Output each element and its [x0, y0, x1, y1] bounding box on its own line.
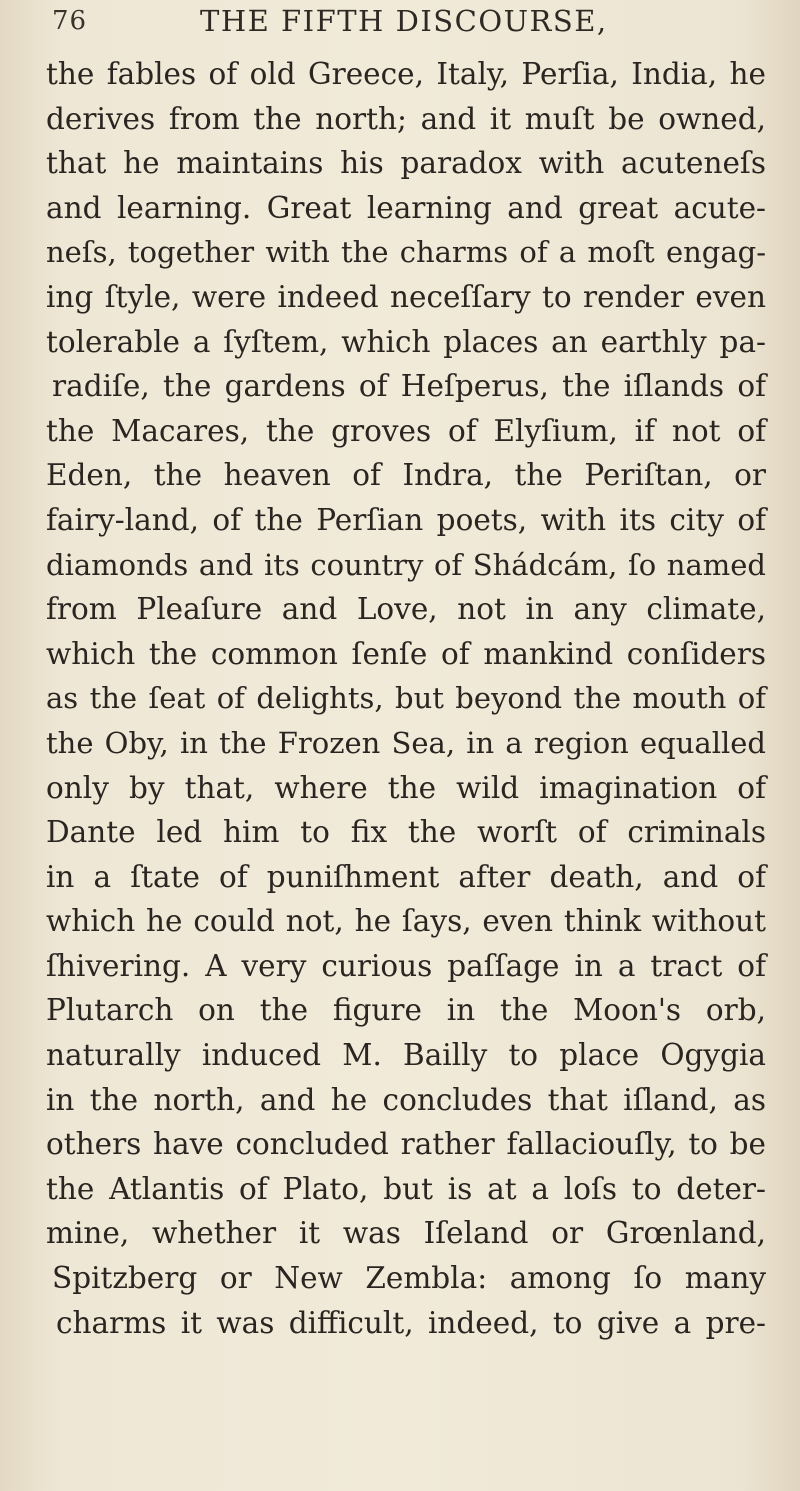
text-line: Spitzberg or New Zembla: among ſo many: [52, 1261, 766, 1296]
text-line: as the ſeat of delights, but beyond the mouth of: [46, 681, 766, 716]
text-line: the Atlantis of Plato, but is at a loſs to deter-: [46, 1171, 766, 1206]
page-number: 76: [52, 6, 88, 36]
text-line: Dante led him to fix the worſt of criminals: [46, 815, 766, 850]
text-line: the fables of old Greece, Italy, Perſia, India, he: [46, 57, 766, 91]
text-line: ing ſtyle, were indeed neceſſary to render even: [46, 279, 766, 314]
text-line: charms it was difficult, indeed, to give a pre-: [56, 1305, 766, 1340]
text-line: from Pleaſure and Love, not in any climate,: [46, 592, 766, 627]
text-line: in a ſtate of puniſhment after death, and of: [46, 859, 766, 894]
text-line: radiſe, the gardens of Heſperus, the iſlands of: [52, 369, 766, 404]
text-line: derives from the north; and it muſt be owned,: [46, 101, 766, 136]
text-line: neſs, together with the charms of a moſt engag-: [46, 235, 766, 270]
text-line: fairy-land, of the Perſian poets, with its city of: [46, 502, 766, 537]
text-line: others have concluded rather fallaciouſly, to be: [46, 1127, 766, 1162]
text-line: only by that, where the wild imagination of: [46, 770, 766, 805]
text-line: in the north, and he concludes that iſland, as: [46, 1082, 766, 1117]
text-line: diamonds and its country of Shádcám, ſo named: [46, 547, 766, 582]
text-line: tolerable a ſyſtem, which places an earthly pa-: [46, 324, 766, 359]
text-line: the Oby, in the Frozen Sea, in a region equalled: [46, 725, 766, 760]
page-header: [0, 4, 800, 44]
text-line: naturally induced M. Bailly to place Ogygia: [46, 1038, 766, 1073]
running-head: THE FIFTH DISCOURSE,: [200, 4, 608, 38]
text-line: that he maintains his paradox with acuteneſs: [46, 146, 766, 181]
text-line: Eden, the heaven of Indra, the Periſtan, or: [46, 458, 766, 493]
text-line: Plutarch on the figure in the Moon's orb,: [46, 993, 766, 1028]
text-line: which the common ſenſe of mankind conſiders: [46, 636, 766, 671]
text-line: and learning. Great learning and great acute-: [46, 190, 766, 225]
text-line: the Macares, the groves of Elyſium, if not of: [46, 413, 766, 448]
body-text: [46, 52, 766, 1345]
text-line: mine, whether it was Iſeland or Grœnland,: [46, 1216, 766, 1251]
text-line: ſhivering. A very curious paſſage in a tract of: [46, 948, 766, 983]
text-line: which he could not, he ſays, even think without: [46, 904, 766, 939]
